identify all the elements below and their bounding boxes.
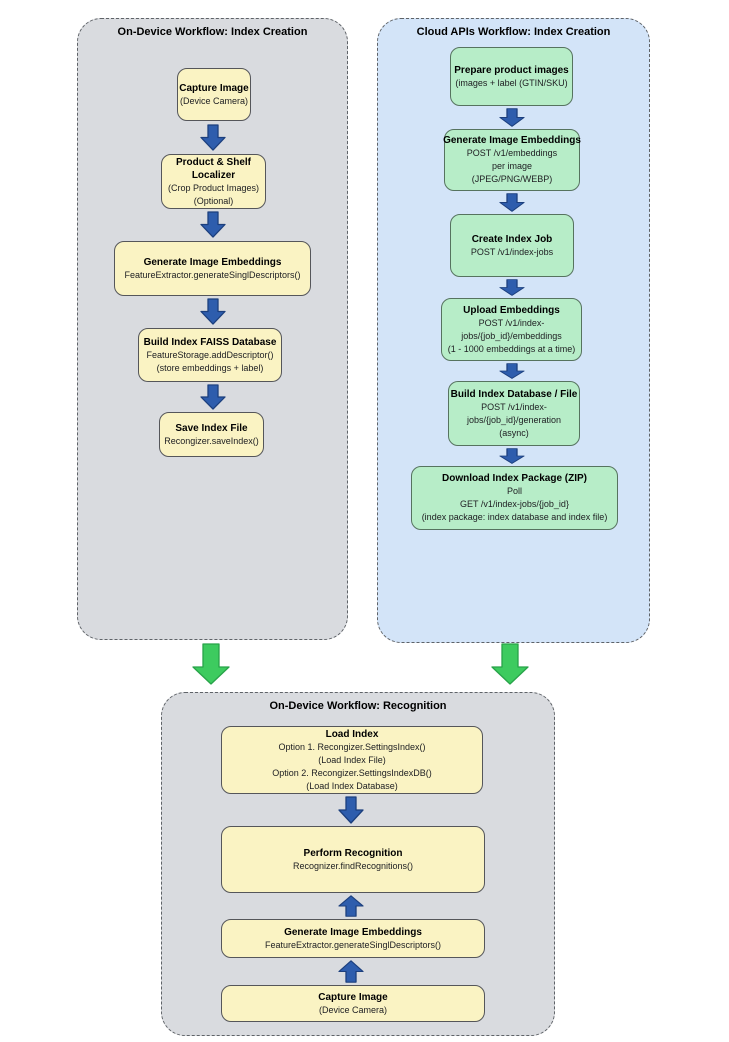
node-title: Generate Image Embeddings [284,926,422,938]
node-line: Option 2. Recongizer.SettingsIndexDB() [272,767,432,778]
arrow-big-down-left-icon [192,643,230,685]
node-line: (async) [499,427,529,438]
node-line: FeatureExtractor.generateSinglDescriptors() [264,939,442,950]
node-save-index-file [159,412,264,457]
arrow-down-icon [499,448,525,464]
node-capture-image [177,68,251,121]
node-line: Recognizer.findRecognitions() [292,860,414,871]
node-capture-image-recognition [221,985,485,1022]
node-line: (Device Camera) [180,95,249,106]
node-line: Recongizer.saveIndex() [164,435,259,446]
node-title: Load Index [325,728,379,740]
panel-title: On-Device Workflow: Index Creation [117,26,308,38]
node-line: (index package: index database and index file) [421,512,608,522]
node-line: (store embeddings + label) [156,362,264,373]
node-line: (Crop Product Images) [167,182,260,193]
node-line: (JPEG/PNG/WEBP) [471,174,553,184]
node-title: Download Index Package (ZIP) [441,473,588,484]
node-title: Prepare product images [454,64,569,76]
node-line: per image [491,161,533,171]
node-line: (images + label (GTIN/SKU) [455,77,568,88]
arrow-down-icon [200,211,226,238]
node-line: FeatureStorage.addDescriptor() [146,349,274,360]
node-generate-image-embeddings [114,241,311,296]
node-line: Option 1. Recongizer.SettingsIndex() [278,741,426,752]
node-title: Capture Image [318,991,388,1003]
node-title: Build Index FAISS Database [143,336,277,348]
node-line: jobs/{job_id}/embeddings [461,330,562,341]
node-prepare-product-images [450,47,573,106]
node-build-index-database-file [448,381,580,446]
node-title: Generate Image Embeddings [443,135,581,146]
arrow-down-icon [499,279,525,296]
node-build-index-faiss-database [138,328,282,382]
node-load-index [221,726,483,794]
node-title: Save Index File [175,422,248,434]
node-generate-image-embeddings-recognition [221,919,485,958]
panel-cloud-apis-index-creation [377,18,650,643]
arrow-big-down-right-icon [491,643,529,685]
node-line: Poll [506,486,522,496]
panel-title: On-Device Workflow: Recognition [269,700,447,712]
node-create-index-job [450,214,574,277]
arrow-down-icon [200,384,226,410]
node-line: POST /v1/embeddings [466,148,558,158]
node-title: Create Index Job [471,233,553,245]
arrow-down-icon [499,108,525,127]
node-upload-embeddings [441,298,582,361]
node-title: Upload Embeddings [463,304,560,316]
node-line: (Load Index File) [318,754,386,765]
node-line: (Optional) [193,195,234,206]
panel-on-device-recognition [161,692,555,1036]
arrow-up-icon [338,960,364,983]
node-download-index-package [411,466,618,530]
node-line: (1 - 1000 embeddings at a time) [447,343,576,354]
node-line: jobs/{job_id}/generation [466,414,562,425]
node-line: POST /v1/index- [481,401,547,412]
node-title: Product & Shelf Localizer [175,156,251,181]
node-title: Generate Image Embeddings [143,256,282,268]
arrow-down-icon [200,298,226,325]
node-line: (Load Index Database) [306,780,398,791]
node-product-shelf-localizer [161,154,266,209]
arrow-down-icon [200,124,226,151]
arrow-up-icon [338,895,364,917]
node-line: (Device Camera) [318,1004,387,1015]
node-perform-recognition [221,826,485,893]
node-line: POST /v1/index- [478,317,545,328]
arrow-down-icon [499,193,525,212]
node-line: GET /v1/index-jobs/{job_id} [460,499,569,509]
arrow-down-icon [499,363,525,379]
node-line: FeatureExtractor.generateSinglDescriptors() [124,269,301,280]
node-title: Perform Recognition [303,847,403,859]
node-line: POST /v1/index-jobs [470,246,554,257]
node-title: Build Index Database / File [450,388,578,400]
arrow-down-icon [338,796,364,824]
node-generate-image-embeddings-cloud [444,129,580,191]
panel-title: Cloud APIs Workflow: Index Creation [416,26,611,38]
node-title: Capture Image [179,82,249,94]
panel-on-device-index-creation [77,18,348,640]
